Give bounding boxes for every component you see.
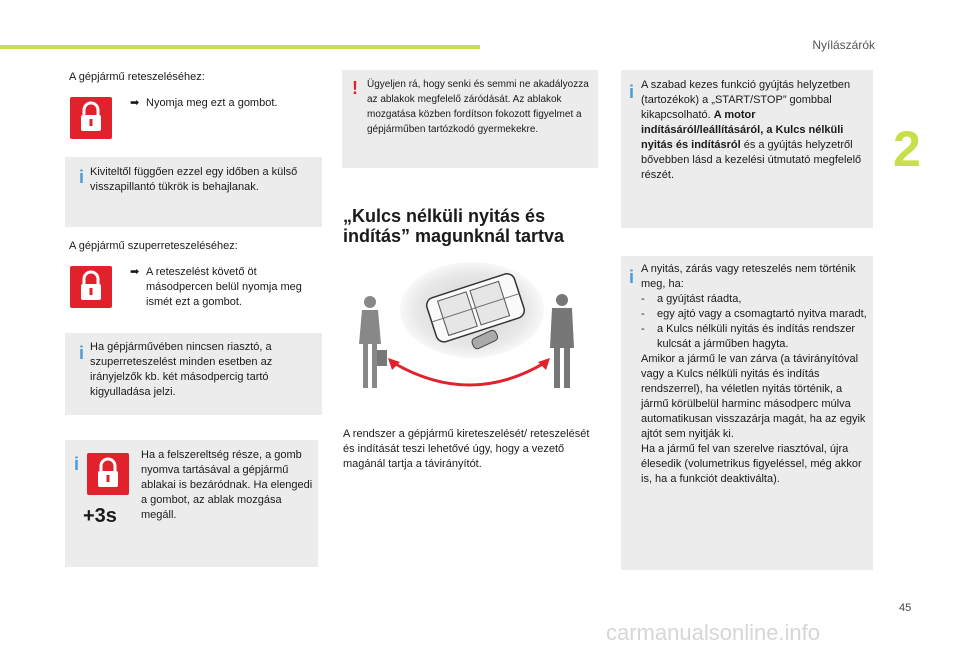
info-box-mirrors: [65, 157, 322, 227]
list-item: - a Kulcs nélküli nyitás és indítás rendszer kulcsát a járműben hagyta.: [641, 323, 856, 350]
info-handsfree-text: [641, 78, 867, 183]
handsfree-text-c: és a gyújtás helyzetről bővebben lásd a kezelési útmutató megfelelő részét.: [641, 139, 862, 181]
lock-step: Nyomja meg ezt a gombot.: [146, 97, 278, 109]
info-alarm-text: Ha gépjárművében nincsen riasztó, a szuperreteszelést minden esetben az irányjelzők kb. két másodpercig tartó kigyulladása jelzi.: [90, 341, 273, 398]
chapter-number: 2: [893, 121, 921, 177]
info-box-windows: [65, 440, 318, 567]
warning-text: Ügyeljen rá, hogy senki és semmi ne akadályozza az ablakok megfelelő záródását. Az ablakok mozgatása közben fordítson fokozott figyelmet a gépjárműben tartózkodó gyermekekre.: [367, 79, 589, 135]
lock-button-icon: [87, 453, 129, 495]
handsfree-text-bold: A motor indításáról/leállításáról, a Kulcs nélküli nyitás és indításról: [641, 109, 844, 151]
list-item: - a gyújtást ráadta,: [641, 293, 742, 305]
heading-line-1: „Kulcs nélküli nyitás és: [343, 206, 546, 226]
warning-box: [342, 70, 598, 168]
info-mirrors-text: Kiviteltől függően ezzel egy időben a külső visszapillantó tükrök is behajlanak.: [90, 166, 298, 193]
lock-step-arrow: ➡: [130, 97, 140, 109]
superlock-step-arrow: ➡: [130, 266, 140, 278]
info-icon: i: [74, 454, 80, 474]
heading-line-2: indítás” magunknál tartva: [343, 226, 565, 246]
section-heading: [343, 206, 564, 246]
keyless-illustration: [350, 258, 584, 408]
info-icon: i: [629, 82, 635, 102]
conditions-paragraph-2: Ha a jármű fel van szerelve riasztóval, újra élesedik (volumetrikus figyeléssel, még akkor is, ha a funkciót deaktiválta).: [641, 443, 862, 485]
conditions-list: [641, 292, 869, 352]
info-icon: i: [79, 167, 85, 187]
section-title: Nyílászárók: [812, 38, 875, 52]
info-icon: i: [629, 267, 635, 287]
info-conditions-text: [641, 262, 869, 487]
illustration-caption: A rendszer a gépjármű kireteszelését/ reteszelését és indítását teszi lehetővé úgy, hogy a vezető magánál tartja a távirányítót.: [343, 428, 590, 470]
info-box-handsfree: [621, 70, 873, 228]
lock-intro: A gépjármű reteszeléséhez:: [69, 71, 205, 83]
conditions-intro: A nyitás, zárás vagy reteszelés nem történik meg, ha:: [641, 263, 856, 290]
page-number: 45: [899, 602, 912, 614]
conditions-paragraph-1: Amikor a jármű le van zárva (a távirányítóval vagy a Kulcs nélküli nyitás és indítás rendszerrel), ha véletlen nyitás történik, a jármű körülbelül harminc másodperc múlva automatikusan visszazárja magát, ha az egyik ajtót sem nyitják ki.: [641, 353, 866, 440]
warning-icon: !: [352, 78, 358, 98]
accent-bar: [0, 45, 480, 49]
info-windows-text: Ha a felszereltség része, a gomb nyomva tartásával a gépjármű ablakai is bezáródnak. Ha elengedi a gombot, az ablak mozgása megáll.: [141, 449, 313, 521]
info-box-conditions: [621, 256, 873, 570]
hold-3s-icon: +3s: [83, 505, 117, 527]
list-item: - egy ajtó vagy a csomagtartó nyitva maradt,: [641, 308, 867, 320]
superlock-intro: A gépjármű szuperreteszeléséhez:: [69, 240, 238, 252]
handsfree-text-a: A szabad kezes funkció gyújtás helyzetben (tartozékok) a „START/STOP” gombbal kikapcsolható.: [641, 79, 851, 121]
watermark: carmanualsonline.info: [606, 620, 821, 645]
info-box-alarm: [65, 333, 322, 415]
lock-button-icon: [70, 97, 112, 139]
info-icon: i: [79, 343, 85, 363]
superlock-step: A reteszelést követő öt másodpercen belül nyomja meg ismét ezt a gombot.: [146, 266, 302, 308]
superlock-button-icon: [70, 266, 112, 308]
